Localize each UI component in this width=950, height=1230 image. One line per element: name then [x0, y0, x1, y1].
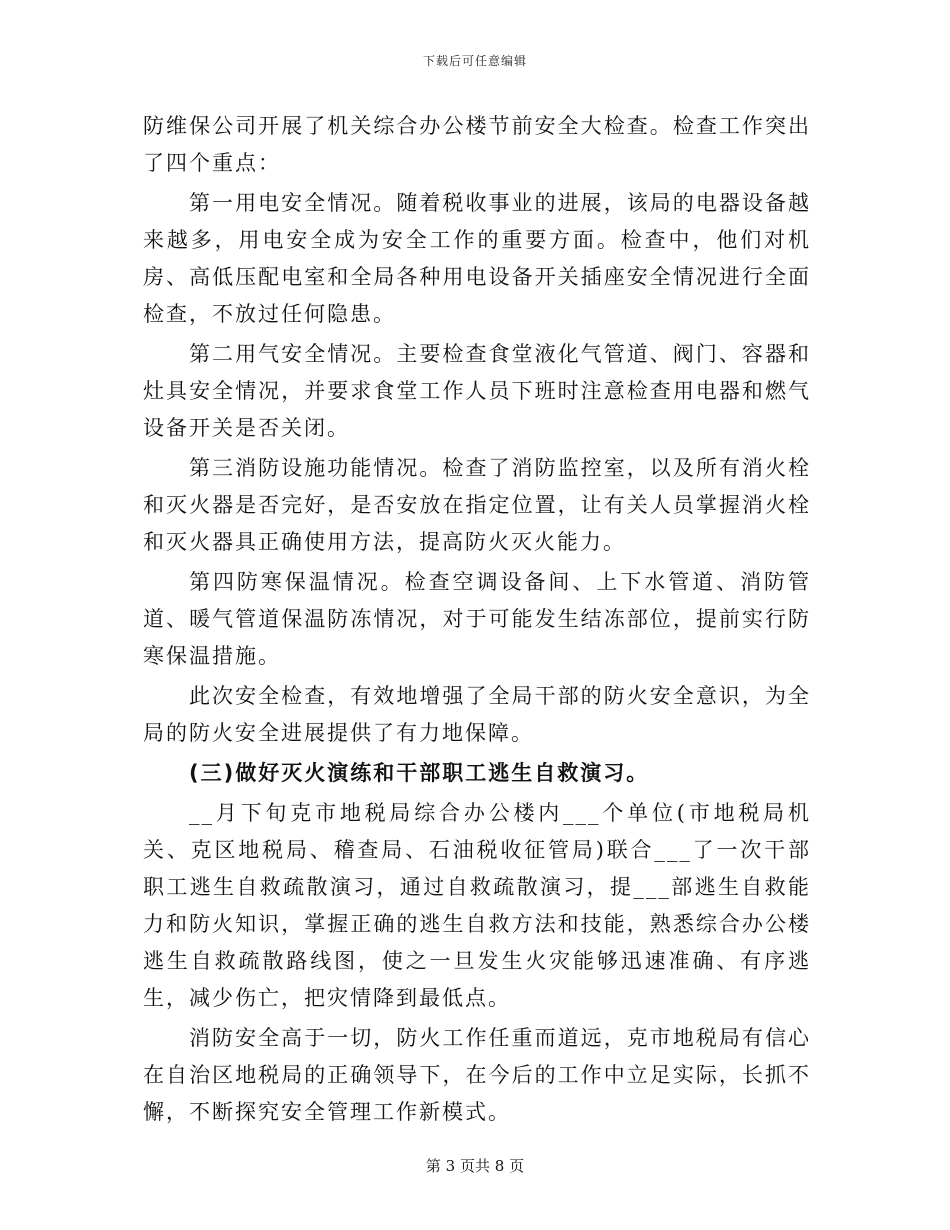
paragraph-conclusion: 消防安全高于一切，防火工作任重而道远，克市地税局有信心在自治区地税局的正确领导下，在今后的工作中立足实际，长抓不懈，不断探究安全管理工作新模式。 [143, 1026, 811, 1124]
paragraph-fire-facilities: 第三消防设施功能情况。检查了消防监控室，以及所有消火栓和灭火器是否完好，是否安放在指定位置，让有关人员掌握消火栓和灭火器具正确使用方法，提高防火灭火能力。 [143, 456, 811, 554]
paragraph-gas-safety: 第二用气安全情况。主要检查食堂液化气管道、阀门、容器和灶具安全情况，并要求食堂工作人员下班时注意检查用电器和燃气设备开关是否关闭。 [143, 342, 811, 440]
page-number: 第 3 页共 8 页 [425, 1157, 525, 1175]
paragraph-evacuation-drill: __月下旬克市地税局综合办公楼内___个单位(市地税局机关、克区地税局、稽查局、石油税收征管局)联合___了一次干部职工逃生自救疏散演习，通过自救疏散演习，提___部逃生自救能力和防火知识，掌握正确的逃生自救方法和技能，熟悉综合办公楼逃生自救疏散路线图，使之一旦发生火灾能够迅速准确、有序逃生，减少伤亡，把灾情降到最低点。 [143, 801, 811, 1010]
document-body [143, 108, 811, 1134]
paragraph-electricity-safety: 第一用电安全情况。随着税收事业的进展，该局的电器设备越来越多，用电安全成为安全工作的重要方面。检查中，他们对机房、高低压配电室和全局各种用电设备开关插座安全情况进行全面检查，不放过任何隐患。 [143, 191, 811, 326]
paragraph-continuation: 防维保公司开展了机关综合办公楼节前安全大检查。检查工作突出了四个重点： [143, 114, 811, 175]
section-heading-drill: (三)做好灭火演练和干部职工逃生自救演习。 [189, 761, 650, 785]
page-header: 下载后可任意编辑 [422, 54, 527, 68]
paragraph-inspection-summary: 此次安全检查，有效地增强了全局干部的防火安全意识，为全局的防火安全进展提供了有力地保障。 [143, 684, 811, 745]
paragraph-cold-protection: 第四防寒保温情况。检查空调设备间、上下水管道、消防管道、暖气管道保温防冻情况，对于可能发生结冻部位，提前实行防寒保温措施。 [143, 570, 811, 668]
